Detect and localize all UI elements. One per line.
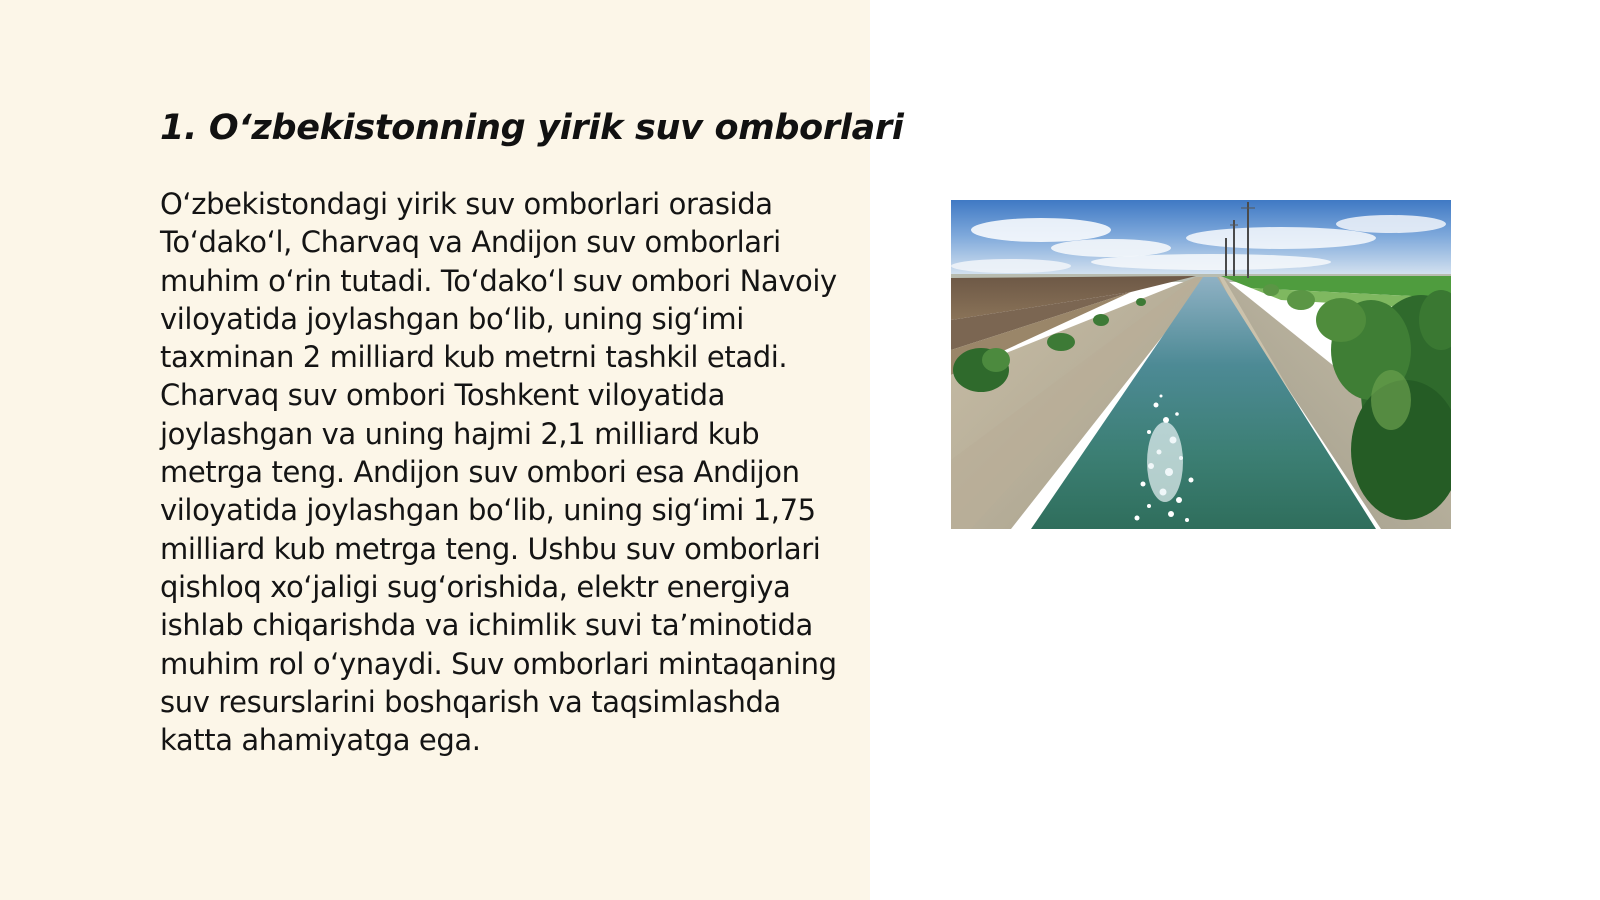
slide-title: 1. O‘zbekistonning yirik suv omborlari (160, 108, 904, 148)
irrigation-canal-photo (951, 200, 1451, 529)
slide-body-text: O‘zbekistondagi yirik suv omborlari orasida To‘dako‘l, Charvaq va Andijon suv omborlari muhim o‘rin tutadi. To‘dako‘l suv ombori Navoiy viloyatida joylashgan bo‘lib, uning sig‘imi taxminan 2 milliard kub metrni tashkil etadi. Charvaq suv ombori Toshkent viloyatida joylashgan va uning hajmi 2,1 milliard kub metrga teng. Andijon suv ombori esa Andijon viloyatida joylashgan bo‘lib, uning sig‘imi 1,75 milliard kub metrga teng. Ushbu suv omborlari qishloq xo‘jaligi sug‘orishida, elektr energiya ishlab chiqarishda va ichimlik suvi ta’minotida muhim rol o‘ynaydi. Suv omborlari mintaqaning suv resurslarini boshqarish va taqsimlashda katta ahamiyatga ega. (160, 187, 837, 758)
